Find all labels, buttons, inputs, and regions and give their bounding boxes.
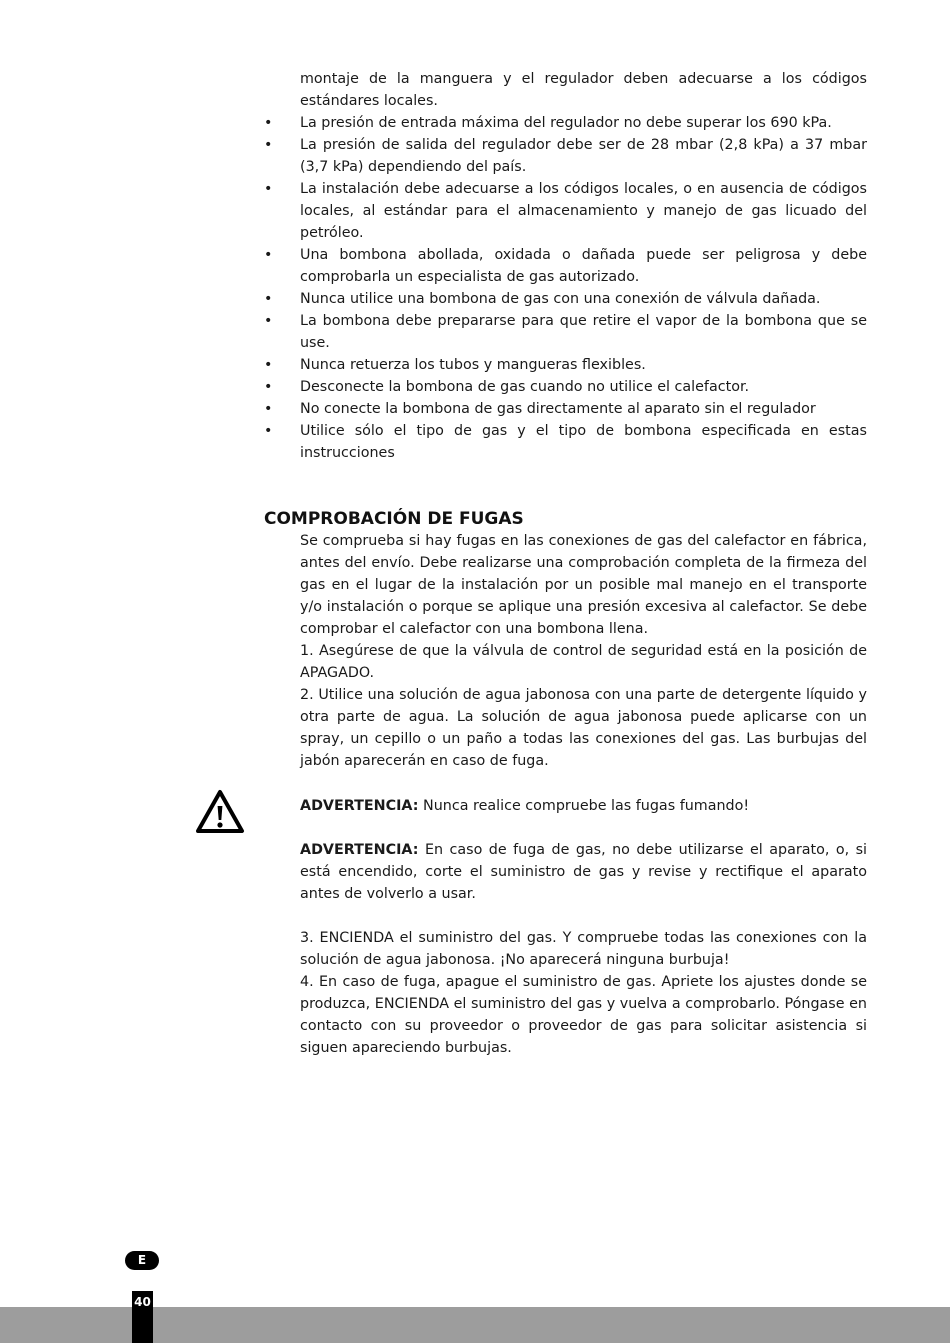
bullet-marker: • (264, 137, 273, 153)
list-item-text: La instalación debe adecuarse a los códigos locales, o en ausencia de códigos locales, al estándar para el almacenamiento y manejo de gas licuado del petróleo. (300, 181, 867, 241)
warnings-block (300, 795, 867, 1059)
bullet-marker: • (264, 181, 273, 197)
list-item-text: Desconecte la bombona de gas cuando no utilice el calefactor. (300, 379, 750, 395)
step-1: 1. Asegúrese de que la válvula de control de seguridad está en la posición de APAGADO. (300, 643, 867, 681)
list-item (264, 112, 867, 134)
warning-label: ADVERTENCIA: (300, 798, 419, 814)
list-item-text: Utilice sólo el tipo de gas y el tipo de bombona especificada en estas instrucciones (300, 423, 867, 461)
safety-bullet-list (264, 112, 867, 464)
list-item (264, 376, 867, 398)
language-badge: E (125, 1251, 159, 1270)
warning-2 (300, 839, 867, 905)
bullet-marker: • (264, 115, 273, 131)
step-4: 4. En caso de fuga, apague el suministro de gas. Apriete los ajustes donde se produzca, ENCIENDA el suministro del gas y vuelva a comprobarlo. Póngase en contacto con su proveedor o proveedor de gas para solicitar asistencia si siguen apareciendo burbujas. (300, 974, 867, 1056)
list-item (264, 244, 867, 288)
list-item (264, 420, 867, 464)
list-item (264, 398, 867, 420)
page-number: 40 (132, 1291, 153, 1343)
intro-paragraph: Se comprueba si hay fugas en las conexiones de gas del calefactor en fábrica, antes del envío. Debe realizarse una comprobación completa de la firmeza del gas en el lugar de la instalación por un posible mal manejo en el transporte y/o instalación o porque se aplique una presión excesiva al calefactor. Se debe comprobar el calefactor con una bombona llena. (300, 533, 867, 637)
bullet-marker: • (264, 379, 273, 395)
list-item-text: Nunca retuerza los tubos y mangueras flexibles. (300, 357, 646, 373)
step-2: 2. Utilice una solución de agua jabonosa con una parte de detergente líquido y otra parte de agua. La solución de agua jabonosa puede aplicarse con un spray, un cepillo o un paño a todas las conexiones del gas. Las burbujas del jabón aparecerán en caso de fuga. (300, 687, 867, 769)
list-item (264, 354, 867, 376)
continued-paragraph: montaje de la manguera y el regulador deben adecuarse a los códigos estándares locales. (300, 71, 867, 109)
list-item-text: La presión de salida del regulador debe ser de 28 mbar (2,8 kPa) a 37 mbar (3,7 kPa) dependiendo del país. (300, 137, 867, 175)
list-item-text: Una bombona abollada, oxidada o dañada puede ser peligrosa y debe comprobarla un especialista de gas autorizado. (300, 247, 867, 285)
bullet-marker: • (264, 357, 273, 373)
list-item (264, 178, 867, 244)
list-item-text: No conecte la bombona de gas directamente al aparato sin el regulador (300, 401, 816, 417)
bullet-marker: • (264, 247, 273, 263)
warning-1 (300, 795, 867, 817)
bullet-marker: • (264, 423, 273, 439)
bullet-marker: • (264, 401, 273, 417)
list-item-text: Nunca utilice una bombona de gas con una conexión de válvula dañada. (300, 291, 821, 307)
list-item (264, 310, 867, 354)
section-heading: COMPROBACIÓN DE FUGAS (264, 509, 524, 529)
warning-label: ADVERTENCIA: (300, 842, 419, 858)
step-3: 3. ENCIENDA el suministro del gas. Y compruebe todas las conexiones con la solución de agua jabonosa. ¡No aparecerá ninguna burbuja! (300, 930, 867, 968)
list-item (264, 134, 867, 178)
bullet-marker: • (264, 313, 273, 329)
leak-check-body (300, 530, 867, 772)
warning-text: En caso de fuga de gas, no debe utilizarse el aparato, o, si está encendido, corte el suministro de gas y revise y rectifique el aparato antes de volverlo a usar. (300, 842, 867, 902)
bullet-marker: • (264, 291, 273, 307)
list-item-text: La bombona debe prepararse para que retire el vapor de la bombona que se use. (300, 313, 867, 351)
warning-triangle-icon (195, 789, 245, 835)
list-item-text: La presión de entrada máxima del regulador no debe superar los 690 kPa. (300, 115, 832, 131)
list-item (264, 288, 867, 310)
warning-text: Nunca realice compruebe las fugas fumando! (418, 798, 750, 814)
